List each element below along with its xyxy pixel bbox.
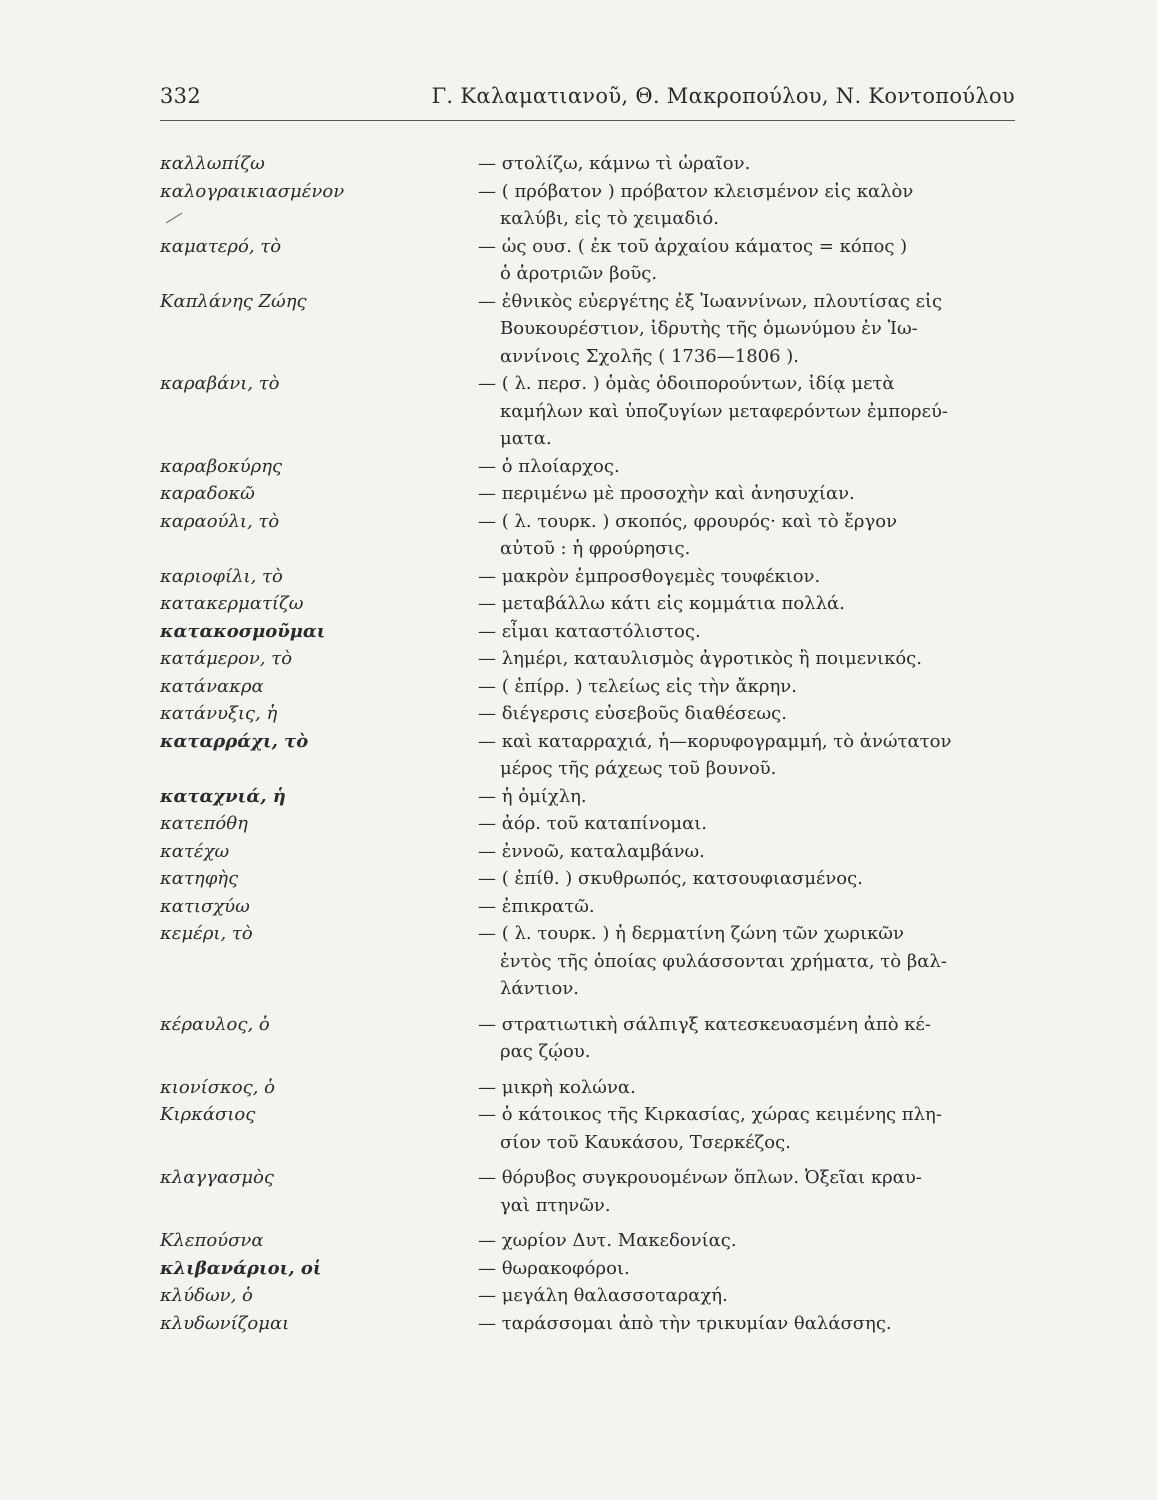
definition-line: αννίνοις Σχολῆς ( 1736—1806 ). — [500, 345, 800, 367]
definition-line: καλύβι, εἰς τὸ χειμαδιό. — [500, 208, 719, 229]
entry-definition — [478, 865, 1015, 893]
entry-term: κατέχω — [160, 840, 230, 862]
definition-line: — μεταβάλλω κάτι εἰς κομμάτια πολλά. — [478, 593, 845, 614]
definition-line: — ( πρόβατον ) πρόβατον κλεισμένον εἰς καλὸν — [478, 180, 914, 202]
entry-term: καραβοκύρης — [160, 455, 283, 477]
definition-line: — μικρὴ κολώνα. — [478, 1076, 636, 1098]
entry-definition — [478, 1101, 1015, 1156]
glossary-entry — [160, 1310, 1015, 1338]
entry-definition — [478, 1074, 1015, 1102]
glossary-entry — [160, 178, 1015, 233]
glossary-entry — [160, 1164, 1015, 1219]
entry-term: κλαγγασμὸς — [160, 1167, 274, 1188]
glossary-entry — [160, 783, 1015, 811]
glossary-entry — [160, 865, 1015, 893]
entry-term: κλυδωνίζομαι — [160, 1312, 290, 1334]
glossary-entry — [160, 590, 1015, 618]
entry-term — [160, 178, 478, 233]
entry-term: κατάνακρα — [160, 675, 264, 697]
glossary-entry — [160, 1101, 1015, 1156]
definition-line: αὐτοῦ : ἡ φρούρησις. — [500, 538, 691, 559]
definition-line: — ἐθνικὸς εὐεργέτης ἐξ Ἰωαννίνων, πλουτίσας εἰς — [478, 290, 943, 312]
entry-term: Καπλάνης Ζώης — [160, 290, 307, 312]
definition-line: — ( λ. περσ. ) ὁμὰς ὁδοιπορούντων, ἰδίᾳ μετὰ — [478, 373, 895, 394]
glossary-entry — [160, 233, 1015, 288]
entry-definition — [478, 1282, 1015, 1310]
definition-line: — λημέρι, καταυλισμὸς ἀγροτικὸς ἢ ποιμενικός. — [478, 648, 922, 669]
entry-definition — [478, 810, 1015, 838]
definition-line: — ὡς ουσ. ( ἐκ τοῦ ἀρχαίου κάματος = κόπος ) — [478, 235, 908, 257]
entry-definition — [478, 1310, 1015, 1338]
glossary-entry — [160, 1227, 1015, 1255]
entry-definition — [478, 645, 1015, 673]
glossary-entry — [160, 645, 1015, 673]
entry-term: καματερό, τὸ — [160, 235, 282, 257]
definition-line: Βουκουρέστιον, ἱδρυτὴς τῆς ὁμωνύμου ἐν Ἰω- — [500, 318, 918, 339]
entry-term: κατηφὴς — [160, 868, 239, 889]
glossary-entry — [160, 618, 1015, 646]
entry-term: καραδοκῶ — [160, 483, 255, 504]
definition-line: — διέγερσις εὐσεβοῦς διαθέσεως. — [478, 703, 787, 724]
definition-line: — καὶ καταρραχιά, ἡ—κορυφογραμμή, τὸ ἀνώτατον — [478, 730, 952, 752]
entry-definition — [478, 508, 1015, 563]
definition-line: — ὁ κάτοικος τῆς Κιρκασίας, χώρας κειμένης πλη- — [478, 1104, 942, 1125]
entry-term: κατεπόθη — [160, 813, 248, 834]
definition-line: γαὶ πτηνῶν. — [500, 1194, 611, 1216]
entry-term: καραβάνι, τὸ — [160, 373, 280, 394]
definition-line: ὁ ἀροτριῶν βοῦς. — [500, 263, 658, 284]
entry-definition — [478, 233, 1015, 288]
entry-term: κατισχύω — [160, 895, 250, 917]
glossary-entry — [160, 1011, 1015, 1066]
glossary-entry — [160, 1282, 1015, 1310]
entry-definition — [478, 673, 1015, 701]
entry-definition — [478, 838, 1015, 866]
glossary-entry — [160, 920, 1015, 1003]
definition-line: — ταράσσομαι ἀπὸ τὴν τρικυμίαν θαλάσσης. — [478, 1312, 892, 1334]
glossary-entry — [160, 508, 1015, 563]
definition-line: — ( λ. τουρκ. ) σκοπός, φρουρός· καὶ τὸ ἔργον — [478, 510, 898, 532]
definition-line: — ( ἐπίθ. ) σκυθρωπός, κατσουφιασμένος. — [478, 868, 863, 889]
entry-term: Κιρκάσιος — [160, 1104, 256, 1125]
glossary-entry — [160, 810, 1015, 838]
glossary-entry — [160, 700, 1015, 728]
definition-line: — ὁ πλοίαρχος. — [478, 455, 620, 477]
glossary-entry — [160, 838, 1015, 866]
entry-term: καλλωπίζω — [160, 153, 265, 174]
entry-definition — [478, 1255, 1015, 1283]
definition-line: — μακρὸν ἐμπροσθογεμὲς τουφέκιον. — [478, 565, 821, 587]
definition-line: ἐντὸς τῆς ὁποίας φυλάσσονται χρήματα, τὸ βαλ- — [500, 950, 947, 972]
entry-definition — [478, 453, 1015, 481]
entry-definition — [478, 288, 1015, 371]
entry-term: κέραυλος, ὁ — [160, 1013, 270, 1035]
definition-line: ματα. — [500, 428, 552, 449]
definition-line: ρας ζῴου. — [500, 1041, 591, 1062]
definition-line: — περιμένω μὲ προσοχὴν καὶ ἀνησυχίαν. — [478, 483, 855, 504]
definition-line: — στολίζω, κάμνω τὶ ὡραῖον. — [478, 153, 751, 174]
definition-line: λάντιον. — [500, 978, 580, 999]
entry-term: κατακερματίζω — [160, 593, 304, 614]
definition-line: — θόρυβος συγκρουομένων ὅπλων. Ὀξεῖαι κραυ- — [478, 1167, 922, 1188]
entry-definition — [478, 618, 1015, 646]
glossary-entry — [160, 563, 1015, 591]
entry-term: καταχνιά, ἡ — [160, 785, 286, 807]
entry-definition — [478, 370, 1015, 453]
entry-term: κεμέρι, τὸ — [160, 923, 253, 944]
entry-definition — [478, 563, 1015, 591]
entry-definition — [478, 590, 1015, 618]
entry-term: κλιβανάριοι, οἱ — [160, 1257, 322, 1279]
definition-line: — ἀόρ. τοῦ καταπίνομαι. — [478, 813, 708, 834]
entry-definition — [478, 1011, 1015, 1066]
entry-definition — [478, 1164, 1015, 1219]
definition-line: — μεγάλη θαλασσοταραχή. — [478, 1285, 728, 1306]
definition-line: μέρος τῆς ράχεως τοῦ βουνοῦ. — [500, 758, 777, 779]
definition-line: καμήλων καὶ ὑποζυγίων μεταφερόντων ἐμπορεύ- — [500, 400, 948, 422]
entry-term: κατάμερον, τὸ — [160, 648, 293, 669]
entry-term: καριοφίλι, τὸ — [160, 565, 283, 587]
definition-line: — ἐννοῶ, καταλαμβάνω. — [478, 840, 705, 862]
entry-term: καταρράχι, τὸ — [160, 730, 309, 752]
entry-definition — [478, 920, 1015, 1003]
glossary-list — [160, 150, 1015, 1337]
pencil-mark — [160, 205, 478, 229]
entry-term: κατάνυξις, ἡ — [160, 703, 278, 724]
glossary-entry — [160, 728, 1015, 783]
entry-term: κατακοσμοῦμαι — [160, 620, 326, 642]
glossary-entry — [160, 1074, 1015, 1102]
page-number: 332 — [160, 84, 201, 108]
glossary-entry — [160, 893, 1015, 921]
glossary-entry — [160, 150, 1015, 178]
entry-definition — [478, 893, 1015, 921]
definition-line: — εἶμαι καταστόλιστος. — [478, 620, 701, 642]
definition-line: — ( ἐπίρρ. ) τελείως εἰς τὴν ἄκρην. — [478, 675, 797, 697]
entry-definition — [478, 783, 1015, 811]
definition-line: — χωρίον Δυτ. Μακεδονίας. — [478, 1230, 737, 1251]
glossary-entry — [160, 370, 1015, 453]
entry-term-text: καλογραικιασμένον — [160, 180, 345, 202]
definition-line: — ἡ ὁμίχλη. — [478, 785, 587, 807]
entry-term: καραούλι, τὸ — [160, 510, 280, 532]
entry-term: κιονίσκος, ὁ — [160, 1076, 275, 1098]
header-rule — [160, 120, 1015, 121]
entry-term: κλύδων, ὁ — [160, 1285, 253, 1306]
definition-line: — ( λ. τουρκ. ) ἡ δερματίνη ζώνη τῶν χωρικῶν — [478, 923, 904, 944]
glossary-entry — [160, 1255, 1015, 1283]
definition-line: — ἐπικρατῶ. — [478, 895, 595, 917]
definition-line: σίον τοῦ Καυκάσου, Τσερκέζος. — [500, 1131, 791, 1153]
entry-definition — [478, 178, 1015, 233]
glossary-entry — [160, 673, 1015, 701]
running-head: Γ. Καλαματιανοῦ, Θ. Μακροπούλου, Ν. Κοντοπούλου — [431, 84, 1015, 108]
glossary-entry — [160, 288, 1015, 371]
definition-line: — στρατιωτικὴ σάλπιγξ κατεσκευασμένη ἀπὸ κέ- — [478, 1013, 931, 1035]
entry-definition — [478, 480, 1015, 508]
entry-definition — [478, 150, 1015, 178]
definition-line: — θωρακοφόροι. — [478, 1257, 630, 1279]
glossary-entry — [160, 480, 1015, 508]
entry-definition — [478, 1227, 1015, 1255]
entry-term: Κλεπούσνα — [160, 1230, 264, 1251]
entry-definition — [478, 728, 1015, 783]
entry-definition — [478, 700, 1015, 728]
glossary-entry — [160, 453, 1015, 481]
